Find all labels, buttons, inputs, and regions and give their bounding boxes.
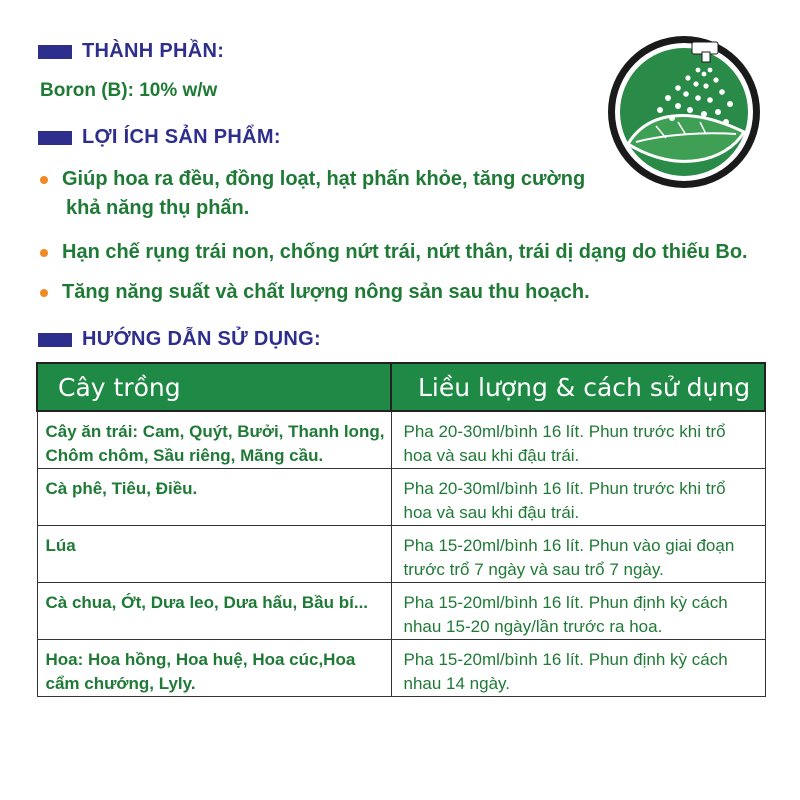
heading-bar	[38, 333, 72, 347]
benefit-line: Giúp hoa ra đều, đồng loạt, hạt phấn khỏe, tăng cường	[62, 168, 586, 190]
column-header-dose: Liều lượng & cách sử dụng	[391, 363, 765, 411]
benefit-item-3	[40, 278, 590, 307]
dose-cell: Pha 15-20ml/bình 16 lít. Phun định kỳ cách nhau 14 ngày.	[391, 640, 765, 697]
benefits-heading-text: LỢI ÍCH SẢN PHẨM:	[82, 126, 281, 148]
table-row	[37, 526, 765, 583]
crop-cell: Lúa	[37, 526, 391, 583]
crop-cell: Cây ăn trái: Cam, Quýt, Bưởi, Thanh long, Chôm chôm, Sầu riêng, Mãng cầu.	[37, 411, 391, 469]
column-header-crop: Cây trồng	[37, 363, 391, 411]
crop-cell: Cà chua, Ớt, Dưa leo, Dưa hấu, Bầu bí...	[37, 583, 391, 640]
crop-cell: Hoa: Hoa hồng, Hoa huệ, Hoa cúc,Hoa cẩm chướng, Lyly.	[37, 640, 391, 697]
usage-table	[36, 362, 766, 697]
benefit-line: Tăng năng suất và chất lượng nông sản sau thu hoạch.	[62, 281, 590, 303]
table-row	[37, 640, 765, 697]
usage-heading	[38, 328, 321, 351]
table-row	[37, 469, 765, 526]
benefit-item-1	[40, 165, 585, 223]
spray-leaf-icon	[606, 34, 762, 190]
usage-heading-text: HƯỚNG DẪN SỬ DỤNG:	[82, 328, 321, 350]
benefit-line: Hạn chế rụng trái non, chống nứt trái, nứt thân, trái dị dạng do thiếu Bo.	[62, 241, 748, 263]
dose-cell: Pha 20-30ml/bình 16 lít. Phun trước khi trổ hoa và sau khi đậu trái.	[391, 469, 765, 526]
table-row	[37, 411, 765, 469]
heading-bar	[38, 45, 72, 59]
benefit-item-2	[40, 238, 748, 267]
table-header-row	[37, 363, 765, 411]
bullet-icon	[40, 289, 48, 297]
bullet-icon	[40, 249, 48, 257]
dose-cell: Pha 15-20ml/bình 16 lít. Phun vào giai đoạn trước trổ 7 ngày và sau trổ 7 ngày.	[391, 526, 765, 583]
crop-cell: Cà phê, Tiêu, Điều.	[37, 469, 391, 526]
table-row	[37, 583, 765, 640]
heading-bar	[38, 131, 72, 145]
dose-cell: Pha 20-30ml/bình 16 lít. Phun trước khi trổ hoa và sau khi đậu trái.	[391, 411, 765, 469]
dose-cell: Pha 15-20ml/bình 16 lít. Phun định kỳ cách nhau 15-20 ngày/lần trước ra hoa.	[391, 583, 765, 640]
benefits-heading	[38, 126, 281, 149]
composition-text: Boron (B): 10% w/w	[40, 80, 218, 101]
benefit-line: khả năng thụ phấn.	[66, 197, 250, 219]
bullet-icon	[40, 176, 48, 184]
composition-heading-text: THÀNH PHẦN:	[82, 40, 225, 62]
composition-heading	[38, 40, 224, 63]
